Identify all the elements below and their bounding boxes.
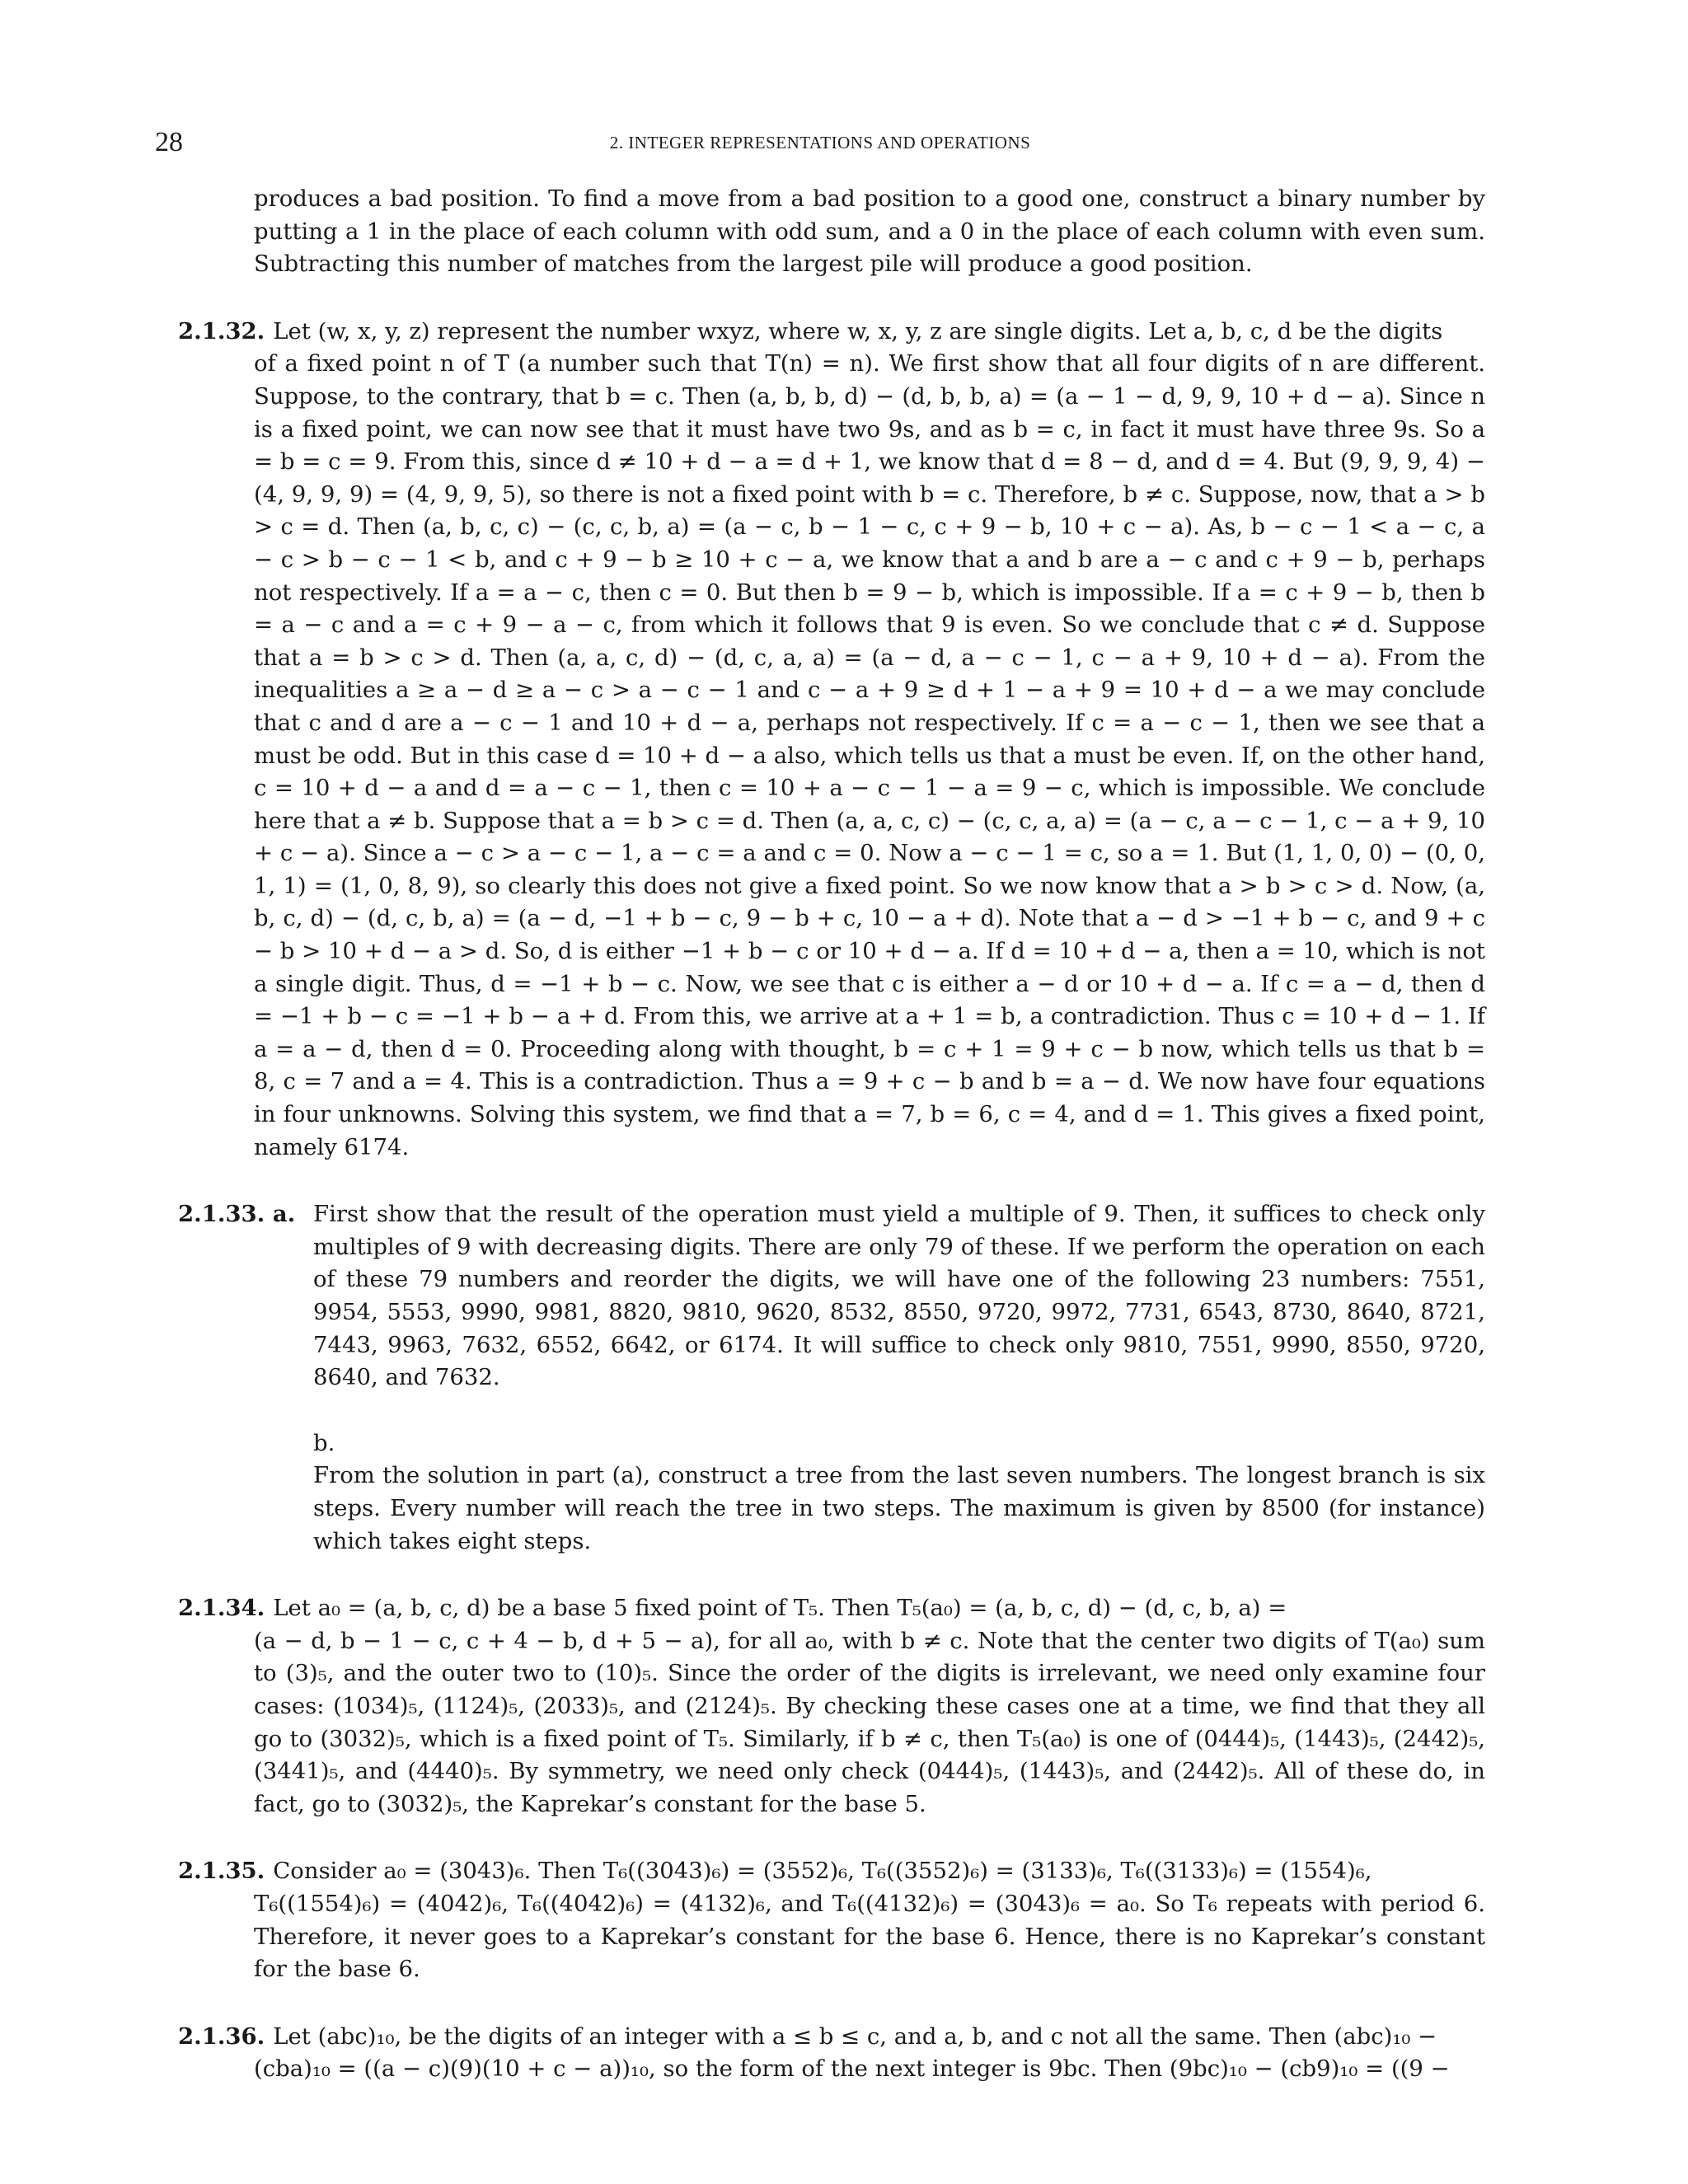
part-b-body: From the solution in part (a), construct a tree from the last seven numbers. The longest branch is six steps. Every number will reach the tree in two steps. The maximum is given by 8500 (for instance) which takes eight steps. <box>313 1462 1485 1554</box>
exercise-number: 2.1.33. a. <box>178 1201 296 1228</box>
intro-paragraph: produces a bad position. To find a move from a bad position to a good one, construct a binary number by putting a 1 in the place of each column with odd sum, and a 0 in the place of each column with even sum. Subtracting this number of matches from the largest pile will produce a good position. <box>254 185 1485 278</box>
exercise-body: T₆((1554)₆) = (4042)₆, T₆((4042)₆) = (4132)₆, and T₆((4132)₆) = (3043)₆ = a₀. So T₆ repeats with period 6. Therefore, it never goes to a Kaprekar’s constant for the base 6. Hence, there is no Kaprekar’s constant for the base 6. <box>254 1890 1485 1983</box>
exercise-number: 2.1.32. <box>178 317 265 344</box>
page-number: 28 <box>155 127 183 157</box>
exercise-first-line: Let a₀ = (a, b, c, d) be a base 5 fixed point of T₅. Then T₅(a₀) = (a, b, c, d) − (d, c, b, a) = <box>273 1595 1287 1622</box>
page-header <box>155 125 1485 165</box>
part-b-label: b. <box>313 1429 335 1456</box>
exercise-first-line: Let (abc)₁₀, be the digits of an integer with a ≤ b ≤ c, and a, b, and c not all the same. Then (abc)₁₀ − <box>273 2022 1437 2050</box>
part-a-label: a. <box>272 1201 296 1228</box>
exercise-2-1-34 <box>178 1592 1485 1821</box>
exercise-2-1-35 <box>178 1855 1485 1985</box>
exercise-first-line: Consider a₀ = (3043)₆. Then T₆((3043)₆) = (3552)₆, T₆((3552)₆) = (3133)₆, T₆((3133)₆) = (1554)₆, <box>273 1858 1372 1885</box>
exercise-number: 2.1.35. <box>178 1858 265 1885</box>
exercise-body: of a fixed point n of T (a number such that T(n) = n). We first show that all four digits of n are different. Suppose, to the contrary, that b = c. Then (a, b, b, d) − (d, b, b, a) = (a − 1 − d, 9, 9, 10 + d − a). Since n is a fixed point, we can now see that it must have two 9s, and as b = c, in fact it must have three 9s. So a = b = c = 9. From this, since d ≠ 10 + d − a = d + 1, we know that d = 8 − d, and d = 4. But (9, 9, 9, 4) − (4, 9, 9, 9) = (4, 9, 9, 5), so there is not a fixed point with b = c. Therefore, b ≠ c. Suppose, now, that a > b > c = d. Then (a, b, c, c) − (c, c, b, a) = (a − c, b − 1 − c, c + 9 − b, 10 + c − a). As, b − c − 1 < a − c, a − c > b − c − 1 < b, and c + 9 − b ≥ 10 + c − a, we know that a and b are a − c and c + 9 − b, perhaps not respectively. If a = a − c, then c = 0. But then b = 9 − b, which is impossible. If a = c + 9 − b, then b = a − c and a = c + 9 − a − c, from which it follows that 9 is even. So we conclude that c ≠ d. Suppose that a = b > c > d. Then (a, a, c, d) − (d, c, a, a) = (a − d, a − c − 1, c − a + 9, 10 + d − a). From the inequalities a ≥ a − d ≥ a − c > a − c − 1 and c − a + 9 ≥ d + 1 − a + 9 = 10 + d − a we may conclude that c and d are a − c − 1 and 10 + d − a, perhaps not respectively. If c = a − c − 1, then we see that a must be odd. But in this case d = 10 + d − a also, which tells us that a must be even. If, on the other hand, c = 10 + d − a and d = a − c − 1, then c = 10 + a − c − 1 − a = 9 − c, which is impossible. We conclude here that a ≠ b. Suppose that a = b > c = d. Then (a, a, c, c) − (c, c, a, a) = (a − c, a − c − 1, c − a + 9, 10 + c − a). Since a − c > a − c − 1, a − c = a and c = 0. Now a − c − 1 = c, so a = 1. But (1, 1, 0, 0) − (0, 0, 1, 1) = (1, 0, 8, 9), so clearly this does not give a fixed point. So we now know that a > b > c > d. Now, (a, b, c, d) − (d, c, b, a) = (a − d, −1 + b − c, 9 − b + c, 10 − a + d). Note that a − d > −1 + b − c, and 9 + c − b > 10 + d − a > d. So, d is either −1 + b − c or 10 + d − a. If d = 10 + d − a, then a = 10, which is not a single digit. Thus, d = −1 + b − c. Now, we see that c is either a − d or 10 + d − a. If c = a − d, then d = −1 + b − c = −1 + b − a + d. From this, we arrive at a + 1 = b, a contradiction. Thus c = 10 + d − 1. If a = a − d, then d = 0. Proceeding along with thought, b = c + 1 = 9 + c − b now, which tells us that b = 8, c = 7 and a = 4. This is a contradiction. Thus a = 9 + c − b and b = a − d. We now have four equations in four unknowns. Solving this system, we find that a = 7, b = 6, c = 4, and d = 1. This gives a fixed point, namely 6174. <box>254 350 1485 1160</box>
exercise-2-1-36 <box>178 2021 1485 2086</box>
exercise-2-1-32 <box>178 316 1485 1164</box>
exercise-first-line: Let (w, x, y, z) represent the number wxyz, where w, x, y, z are single digits. Let a, b, c, d be the digits <box>273 317 1443 344</box>
exercise-number: 2.1.34. <box>178 1595 265 1622</box>
part-a-body: First show that the result of the operation must yield a multiple of 9. Then, it suffices to check only multiples of 9 with decreasing digits. There are only 79 of these. If we perform the operation on each of these 79 numbers and reorder the digits, we will have one of the following 23 numbers: 7551, 9954, 5553, 9990, 9981, 8820, 9810, 9620, 8532, 8550, 9720, 9972, 7731, 6543, 8730, 8640, 8721, 7443, 9963, 7632, 6552, 6642, or 6174. It will suffice to check only 9810, 7551, 9990, 8550, 9720, 8640, and 7632. <box>313 1201 1485 1391</box>
exercise-part-a <box>178 1198 1485 1394</box>
exercise-number: 2.1.36. <box>178 2022 265 2050</box>
page-content <box>178 183 1485 2121</box>
exercise-2-1-33 <box>178 1198 1485 1558</box>
exercise-part-b <box>178 1427 1485 1558</box>
running-head: 2. INTEGER REPRESENTATIONS AND OPERATIONS <box>609 133 1031 152</box>
exercise-body: (cba)₁₀ = ((a − c)(9)(10 + c − a))₁₀, so the form of the next integer is 9bc. Then (9bc)₁₀ − (cb9)₁₀ = ((9 − <box>254 2055 1450 2083</box>
exercise-body: (a − d, b − 1 − c, c + 4 − b, d + 5 − a), for all a₀, with b ≠ c. Note that the center two digits of T(a₀) sum to (3)₅, and the outer two to (10)₅. Since the order of the digits is irrelevant, we need only examine four cases: (1034)₅, (1124)₅, (2033)₅, and (2124)₅. By checking these cases one at a time, we find that they all go to (3032)₅, which is a fixed point of T₅. Similarly, if b ≠ c, then T₅(a₀) is one of (0444)₅, (1443)₅, (2442)₅, (3441)₅, and (4440)₅. By symmetry, we need only check (0444)₅, (1443)₅, and (2442)₅. All of these do, in fact, go to (3032)₅, the Kaprekar’s constant for the base 5. <box>254 1627 1485 1817</box>
